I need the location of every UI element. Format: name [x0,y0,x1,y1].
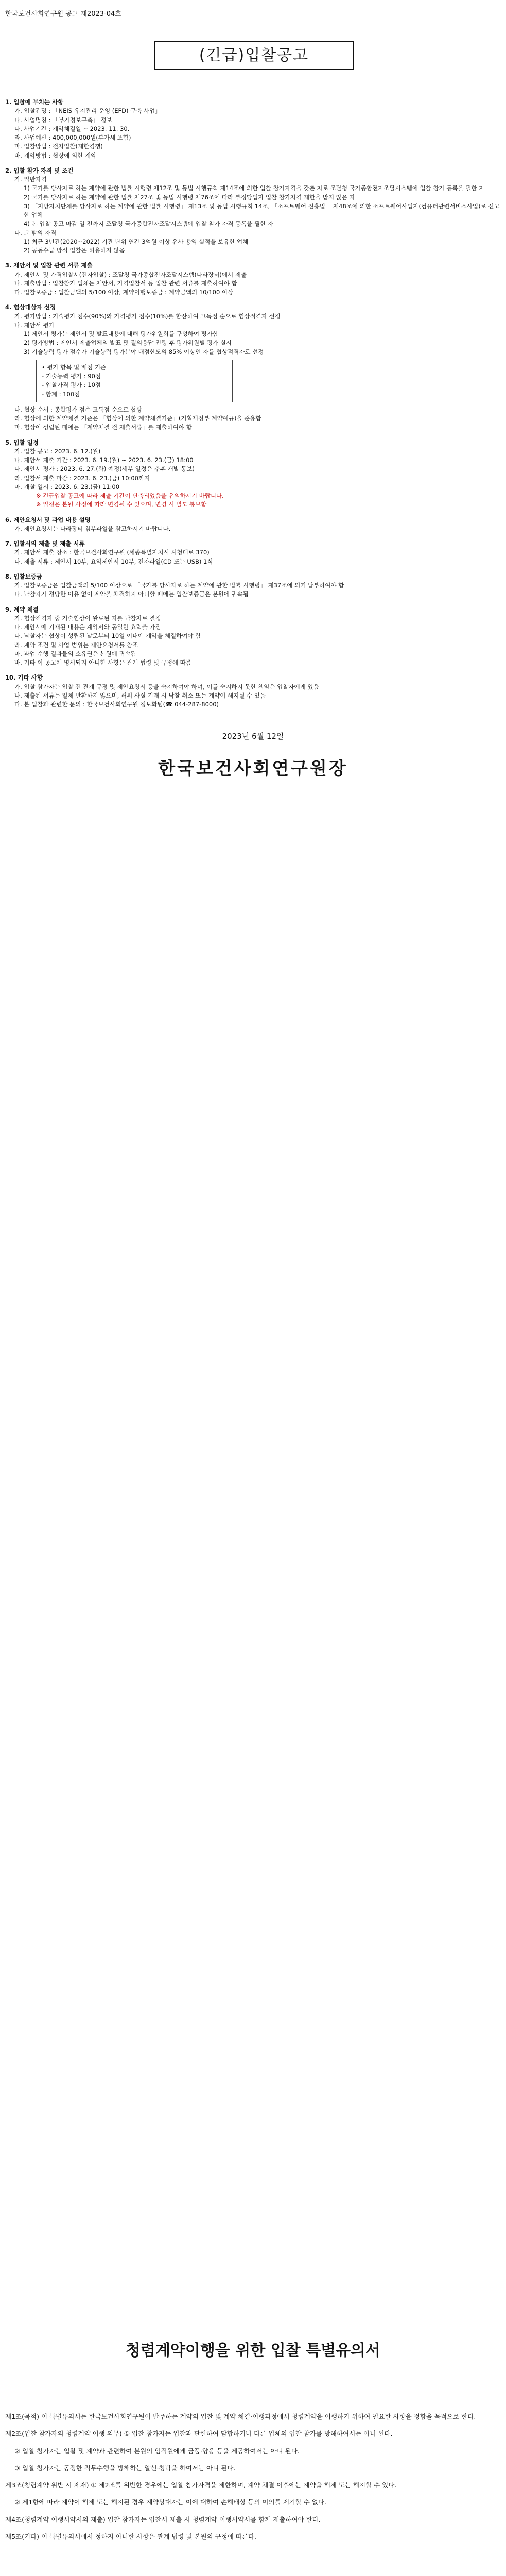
section-line: 라. 입찰서 제출 마감 : 2023. 6. 23.(금) 10:00까지 [14,474,150,482]
section-title: 9. 계약 체결 [5,605,39,613]
notice-paragraph: 제1조(목적) 이 특별유의서는 한국보건사회연구원이 발주하는 계약의 입찰 및 계약 체결·이행과정에서 청렴계약을 이행하기 위하여 필요한 사항을 정함을 목적으로 한다. [5,2413,476,2420]
issuer-name: 한국보건사회연구원장 [158,758,348,779]
section-line: 가. 제안서 제출 장소 : 한국보건사회연구원 (세종특별자치시 시청대로 370) [14,549,210,556]
notice-paragraph: ③ 입찰 참가자는 공정한 직무수행을 방해하는 알선·청탁을 하여서는 아니 된다. [14,2464,236,2472]
section-line: 마. 개찰 일시 : 2023. 6. 23.(금) 11:00 [14,483,120,490]
section-line: 가. 제안요청서는 나라장터 첨부파일을 참고하시기 바랍니다. [14,524,171,532]
section-line: 마. 입찰방법 : 전자입찰(제한경쟁) [14,143,103,150]
section-title: 6. 제안요청서 및 과업 내용 설명 [5,516,91,523]
section-title: 4. 협상대상자 선정 [5,303,56,311]
warning-line: ※ 긴급입찰 공고에 따라 제출 기간이 단축되었음을 유의하시기 바랍니다. [36,492,224,499]
section-line: 3) 「지방자치단체를 당사자로 하는 계약에 관한 법률 시행령」 제13조 및 동법 시행규칙 14조, 「소프트웨어 진흥법」 제48조에 의한 소프트웨어사업자(컴퓨터관련서비스사업)로 신고한 업체 [24,202,500,218]
section [5,166,501,256]
section-line: 다. 협상 순서 : 종합평가 점수 고득점 순으로 협상 [14,405,142,413]
section-line: 나. 사업명칭 : 「부가정보구축」 정보 [14,116,112,124]
section-line: 1) 최근 3년간(2020~2022) 기관 단위 연간 3억원 이상 유사 용역 실적을 보유한 업체 [24,238,249,245]
section-title: 1. 입찰에 부치는 사항 [5,98,64,106]
announcement-reference: 한국보건사회연구원 공고 제2023-04호 [5,10,121,18]
section-line: 가. 입찰건명 : 「NEIS 유지관리 운영 (EFD) 구축 사업」 [14,107,161,115]
announcement-body [5,98,501,782]
section-line: 가. 입찰 공고 : 2023. 6. 12.(월) [14,447,101,455]
section-line: 나. 제안서 제출 기간 : 2023. 6. 19.(월) ~ 2023. 6. 23.(금) 18:00 [14,456,194,464]
section-line: 다. 제안서 평가 : 2023. 6. 27.(화) 예정(세부 일정은 추후 개별 통보) [14,465,195,473]
section-line: 나. 제출 서류 : 제안서 10부, 요약제안서 10부, 전자파일(CD 또는 USB) 1식 [14,557,213,565]
section [5,673,501,709]
notice-title: 청렴계약이행을 위한 입찰 특별유의서 [125,2342,380,2360]
section-gap [5,510,501,516]
section-line: 나. 낙찰자가 정당한 이유 없이 계약을 체결하지 아니할 때에는 입찰보증금은 본원에 귀속됨 [14,590,249,598]
section-line: 1) 제안서 평가는 제안서 및 발표내용에 대해 평가위원회를 구성하여 평가함 [24,330,218,337]
section-line: 2) 공동수급 방식 입찰은 허용하지 않음 [24,247,125,254]
section-line: 다. 본 입찰과 관련한 문의 : 한국보건사회연구원 정보화팀(☎ 044-287-8000) [14,701,219,708]
section-gap [5,667,501,673]
section [5,261,501,297]
section-line: 마. 과업 수행 결과물의 소유권은 본원에 귀속됨 [14,650,136,657]
section-line: 라. 계약 조건 및 사업 범위는 제안요청서를 참조 [14,641,138,649]
section-title: 5. 입찰 일정 [5,438,39,446]
section-gap [5,297,501,303]
section [5,539,501,566]
notice-paragraph: 제5조(기타) 이 특별유의서에서 정하지 아니한 사항은 관계 법령 및 본원의 규정에 따른다. [5,2532,257,2540]
section-gap [5,599,501,605]
criteria-box [36,360,233,402]
criteria-line: • 평가 항목 및 배점 기준 [42,363,107,371]
section-line: 1) 국가를 당사자로 하는 계약에 관한 법률 시행령 제12조 및 동법 시행규칙 제14조에 의한 입찰 참가자격을 갖춘 자로 조달청 국가종합전자조달시스템에 입찰 참가 등록을 필한 자 [24,184,485,192]
section [5,98,501,160]
section-line: 가. 평가방법 : 기술평가 점수(90%)와 가격평가 점수(10%)를 합산하여 고득점 순으로 협상적격자 선정 [14,312,281,320]
section-line: 가. 협상적격자 중 기술협상이 완료된 자를 낙찰자로 결정 [14,614,161,622]
section-line: 나. 제출방법 : 입찰참가 업체는 제안서, 가격입찰서 등 입찰 관련 서류를 제출하여야 함 [14,279,237,287]
section-line: 가. 입찰보증금은 입찰금액의 5/100 이상으로 「국가를 당사자로 하는 계약에 관한 법률 시행령」 제37조에 의거 납부하여야 함 [14,582,344,589]
notice-paragraph: 제3조(청렴계약 위반 시 제재) ① 제2조를 위반한 경우에는 입찰 참가자격을 제한하며, 계약 체결 이후에는 계약을 해제 또는 해지할 수 있다. [5,2481,397,2489]
notice-paragraph: 제2조(입찰 참가자의 청렴계약 이행 의무) ① 입찰 참가자는 입찰과 관련하여 담합하거나 다른 업체의 입찰 참가를 방해하여서는 아니 된다. [5,2430,393,2438]
section-line: 4) 본 입찰 공고 마감 일 전까지 조달청 국가종합전자조달시스템에 입찰 참가 자격 등록을 필한 자 [24,220,274,228]
criteria-line: - 기술능력 평가 : 90점 [42,372,101,380]
section [5,516,501,534]
section-line: 다. 낙찰자는 협상이 성립된 날로부터 10일 이내에 계약을 체결하여야 함 [14,632,201,640]
section-line: 나. 그 밖의 자격 [14,229,57,236]
section-line: 바. 계약방법 : 협상에 의한 계약 [14,151,97,159]
section-title: 8. 입찰보증금 [5,572,42,580]
section-line: 나. 제안서 평가 [14,321,55,329]
section-line: 가. 일반자격 [14,176,47,183]
section-line: 마. 협상이 성립된 때에는 「계약체결 전 제출서류」를 제출하여야 함 [14,423,192,431]
announcement-title: (긴급)입찰공고 [154,41,354,70]
section-line: 나. 제출된 서류는 일체 반환하지 않으며, 허위 사실 기재 시 낙찰 취소 또는 계약이 해지될 수 있음 [14,691,266,699]
section-gap [5,255,501,261]
section-gap [5,432,501,438]
notice-paragraph: ② 제1항에 따라 계약이 해제 또는 해지된 경우 계약상대자는 이에 대하여 손해배상 등의 이의를 제기할 수 없다. [14,2498,326,2506]
section-title: 7. 입찰서의 제출 및 제출 서류 [5,540,85,547]
section-line: 나. 제안서에 기재된 내용은 계약서와 동일한 효력을 가짐 [14,623,161,631]
criteria-line: - 입찰가격 평가 : 10점 [42,381,101,389]
criteria-line: - 합계 : 100점 [42,390,80,398]
section-line: 3) 기술능력 평가 점수가 기술능력 평가분야 배점한도의 85% 이상인 자를 협상적격자로 선정 [24,348,264,355]
section-gap [5,533,501,539]
announcement-date: 2023년 6월 12일 [222,732,284,741]
section-gap [5,709,501,715]
section-line: 다. 사업기간 : 계약체결일 ~ 2023. 11. 30. [14,125,130,132]
section-gap [5,160,501,166]
section-line: 다. 입찰보증금 : 입찰금액의 5/100 이상, 계약이행보증금 : 계약금액의 10/100 이상 [14,289,234,296]
section [5,605,501,668]
notice-paragraph: ② 입찰 참가자는 입찰 및 계약과 관련하여 본원의 임직원에게 금품·향응 등을 제공하여서는 아니 된다. [14,2447,300,2455]
section-line: 바. 기타 이 공고에 명시되지 아니한 사항은 관계 법령 및 규정에 따름 [14,659,191,666]
warning-line: ※ 일정은 본원 사정에 따라 변경될 수 있으며, 변경 시 별도 통보함 [36,501,207,509]
section [5,303,501,432]
section-line: 가. 제안서 및 가격입찰서(전자입찰) : 조달청 국가종합전자조달시스템(나라장터)에서 제출 [14,270,247,278]
section-line: 라. 협상에 의한 계약체결 기준은 「협상에 의한 계약체결기준」(기획재정부 계약예규)을 준용함 [14,415,261,422]
section-line: 2) 국가를 당사자로 하는 계약에 관한 법률 제27조 및 동법 시행령 제76조에 따라 부정당업자 입찰 참가자격 제한을 받지 않은 자 [24,193,355,201]
section-gap [5,566,501,572]
section-title: 2. 입찰 참가 자격 및 조건 [5,166,74,174]
section-title: 10. 기타 사항 [5,674,43,682]
section [5,572,501,599]
section [5,438,501,510]
section-title: 3. 제안서 및 입찰 관련 서류 제출 [5,262,93,269]
section-line: 2) 평가방법 : 제안서 제출업체의 발표 및 질의응답 진행 후 평가위원별 평가 실시 [24,339,232,347]
section-line: 라. 사업예산 : 400,000,000원(부가세 포함) [14,134,131,141]
section-line: 가. 입찰 참가자는 입찰 전 관계 규정 및 제안요청서 등을 숙지하여야 하며, 이를 숙지하지 못한 책임은 입찰자에게 있음 [14,683,319,690]
notice-body [5,2411,501,2548]
notice-paragraph: 제4조(청렴계약 이행서약서의 제출) 입찰 참가자는 입찰서 제출 시 청렴계약 이행서약서를 함께 제출하여야 한다. [5,2515,321,2523]
